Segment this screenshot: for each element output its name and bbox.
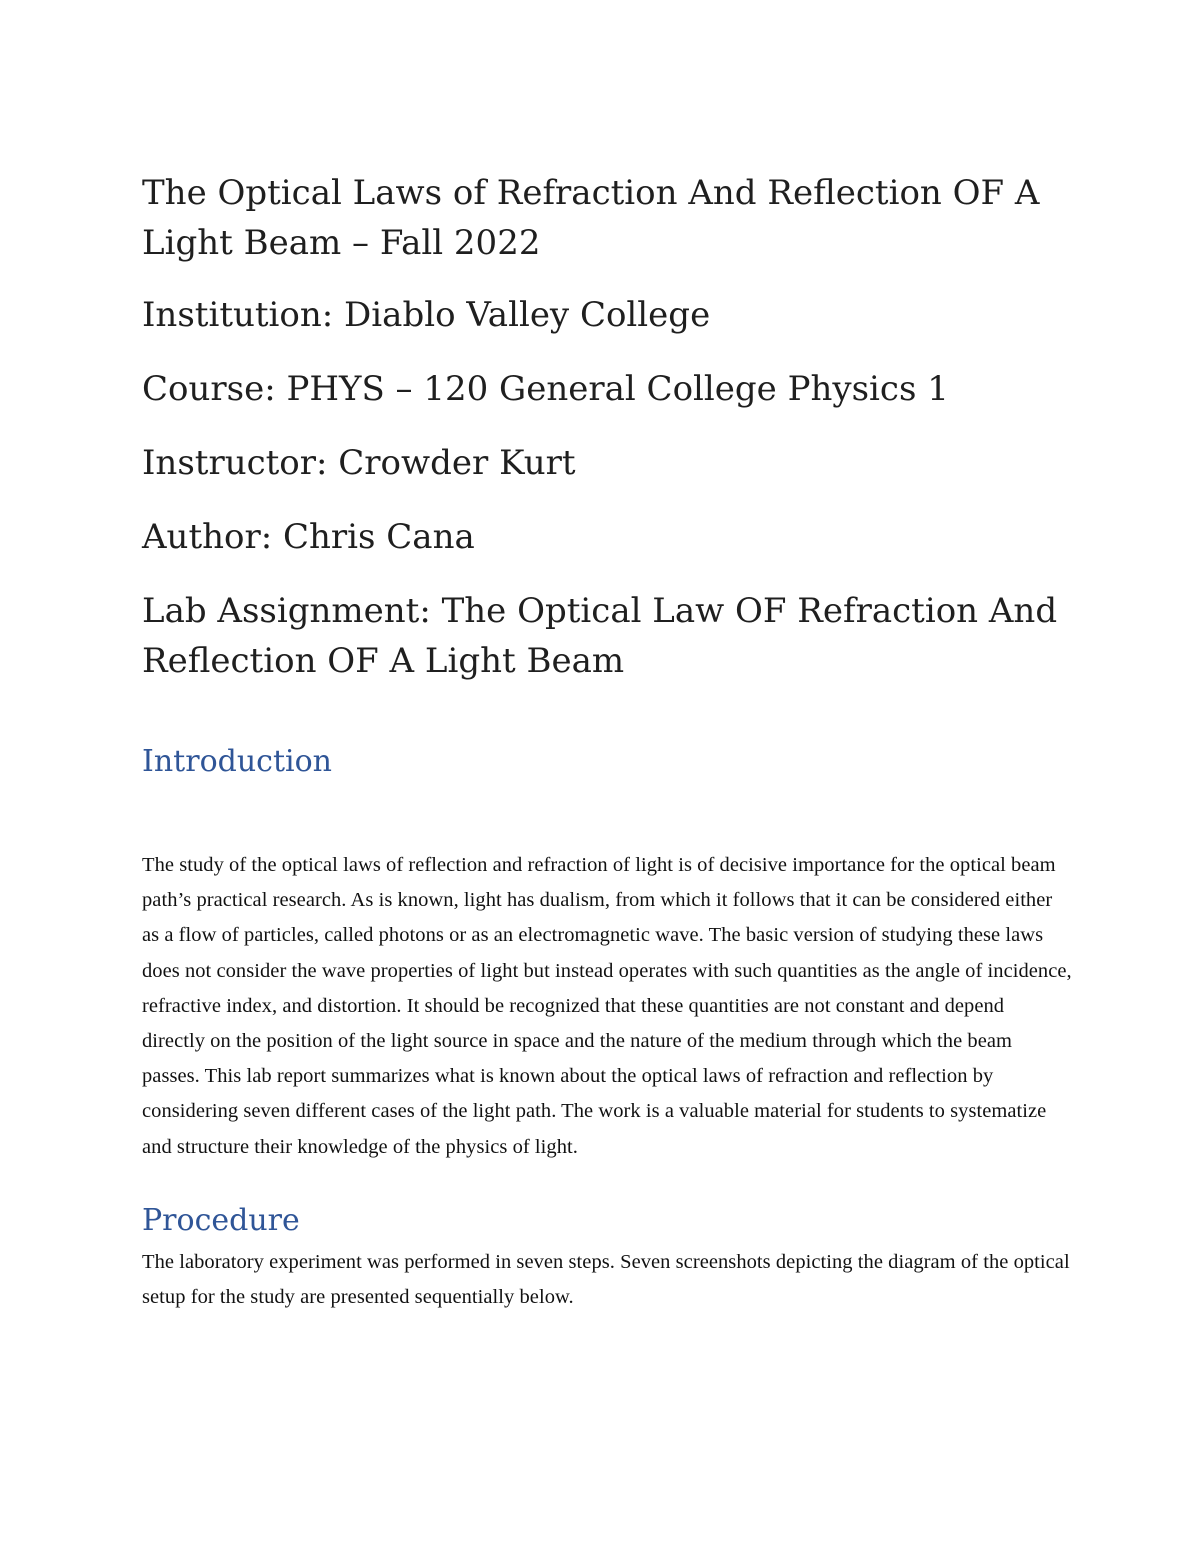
institution-line: Institution: Diablo Valley College xyxy=(142,295,711,335)
author-line: Author: Chris Cana xyxy=(142,517,475,557)
introduction-heading: Introduction xyxy=(142,744,332,779)
document-content xyxy=(142,168,1072,1315)
document-title: The Optical Laws of Refraction And Reflection OF A Light Beam – Fall 2022 xyxy=(142,173,1040,263)
instructor-line: Instructor: Crowder Kurt xyxy=(142,443,576,483)
procedure-heading: Procedure xyxy=(142,1202,300,1238)
procedure-paragraph: The laboratory experiment was performed in seven steps. Seven screenshots depicting the diagram of the optical setup for the study are presented sequentially below. xyxy=(142,1250,1070,1309)
lab-assignment-line: Lab Assignment: The Optical Law OF Refraction And Reflection OF A Light Beam xyxy=(142,591,1058,681)
course-line: Course: PHYS – 120 General College Physics 1 xyxy=(142,369,949,409)
introduction-paragraph: The study of the optical laws of reflection and refraction of light is of decisive importance for the optical beam path’s practical research. As is known, light has dualism, from which it follows that it can be considered either as a flow of particles, called photons or as an electromagnetic wave. The basic version of studying these laws does not consider the wave properties of light but instead operates with such quantities as the angle of incidence, refractive index, and distortion. It should be recognized that these quantities are not constant and depend directly on the position of the light source in space and the nature of the medium through which the beam passes. This lab report summarizes what is known about the optical laws of refraction and reflection by considering seven different cases of the light path. The work is a valuable material for students to systematize and structure their knowledge of the physics of light. xyxy=(142,854,1072,1158)
